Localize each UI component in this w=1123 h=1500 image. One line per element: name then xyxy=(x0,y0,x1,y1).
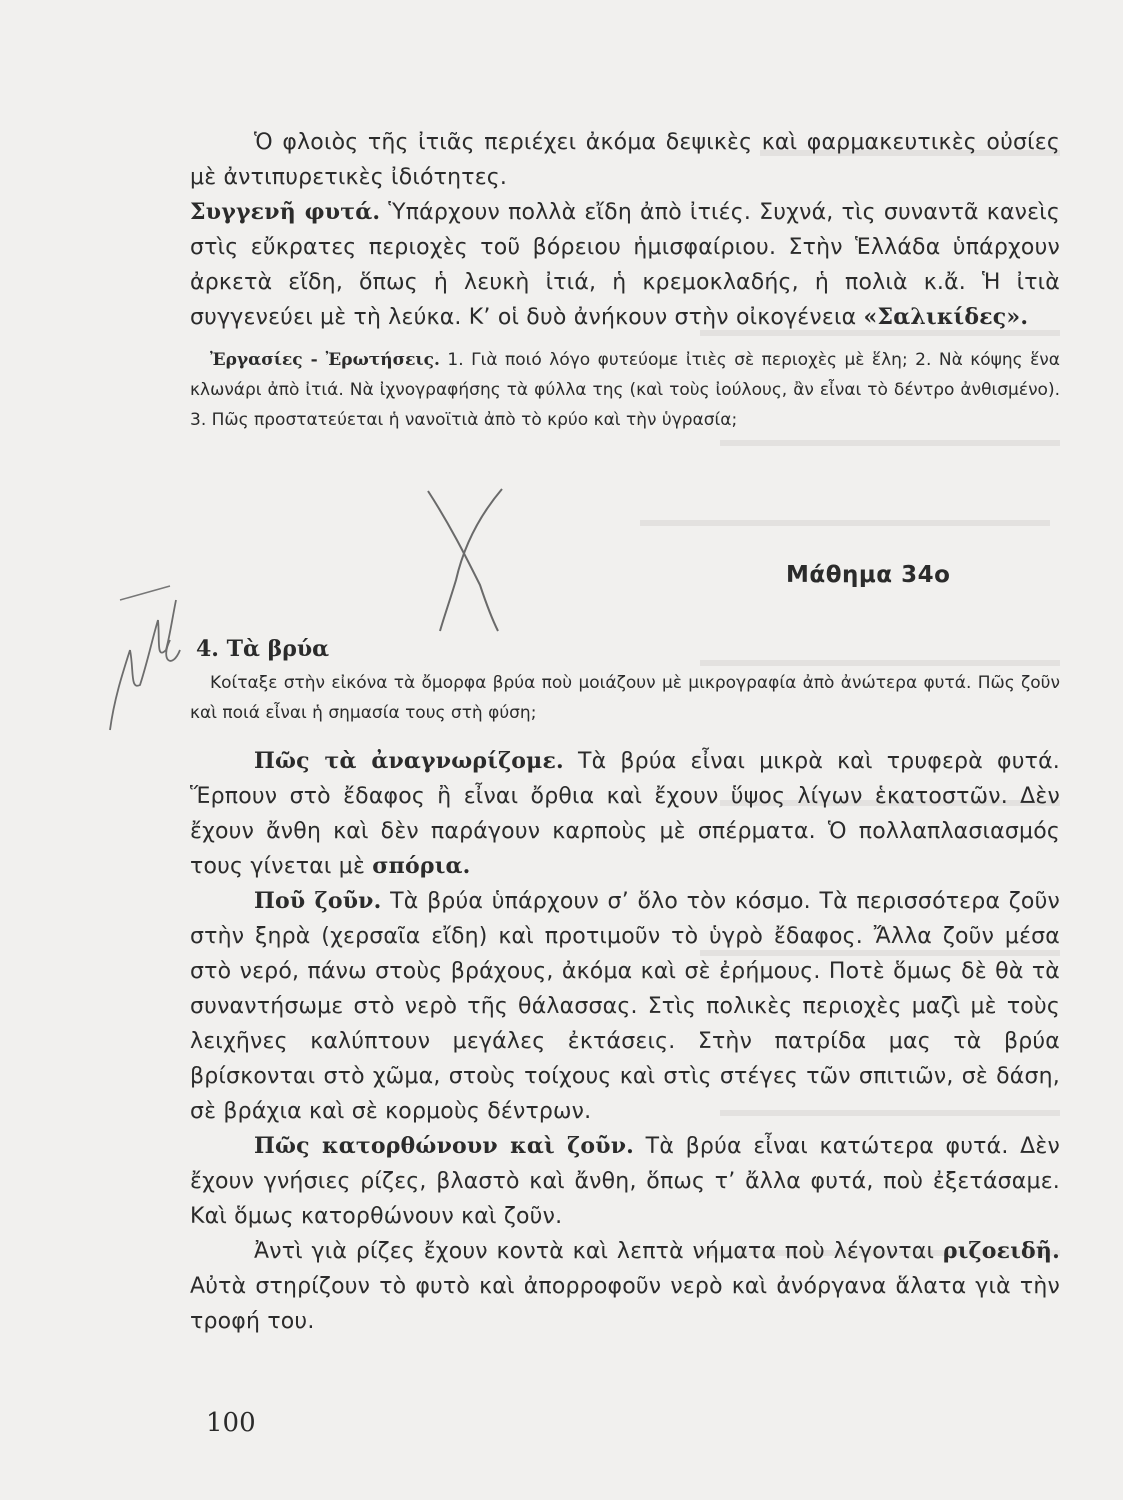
family-name: «Σαλικίδες». xyxy=(863,304,1029,330)
where-text: Τὰ βρύα ὑπάρχουν σ’ ὅλο τὸν κόσμο. Τὰ περισσότερα ζοῦν στὴν ξηρὰ (χερσαῖα εἴδη) καὶ προτιμοῦν τὸ ὑγρὸ ἔδαφος. Ἄλλα ζοῦν μέσα στὸ νερό, πάνω στοὺς βράχους, ἀκόμα καὶ σὲ ἐρήμους. Ποτὲ ὅμως δὲ θὰ τὰ συναντήσωμε στὸ νερὸ τῆς θάλασσας. Στὶς πολικὲς περιοχὲς μαζὶ μὲ τοὺς λειχῆνες καλύπτουν μεγάλες ἐκτάσεις. Στὴν πατρίδα μας τὰ βρύα βρίσκονται στὸ χῶμα, στοὺς τοίχους καὶ στὶς στέγες τῶν σπιτιῶν, σὲ δάση, σὲ βράχια καὶ σὲ κορμοὺς δέντρων. xyxy=(190,889,1060,1124)
paragraph-rhizoids xyxy=(190,1234,1060,1339)
page-number: 100 xyxy=(206,1408,256,1438)
where-heading: Ποῦ ζοῦν. xyxy=(254,888,382,914)
mosses-text-block xyxy=(190,744,1060,1339)
intro-block xyxy=(190,668,1060,728)
intro-paragraph: Κοίταξε στὴν εἰκόνα τὰ ὄμορφα βρύα ποὺ μοιάζουν μὲ μικρογραφία ἀπὸ ἀνώτερα φυτά. Πῶς ζοῦν καὶ ποιά εἶναι ἡ σημασία τους στὴ φύση; xyxy=(190,673,1060,723)
paragraph-bark: Ὁ φλοιὸς τῆς ἰτιᾶς περιέχει ἀκόμα δεψικὲς καὶ φαρμακευτικὲς οὐσίες μὲ ἀντιπυρετικὲς ἰδιότητες. xyxy=(190,130,1060,190)
rhizoids-text-end: Αὐτὰ στηρίζουν τὸ φυτὸ καὶ ἀπορροφοῦν νερὸ καὶ ἀνόργανα ἅλατα γιὰ τὴν τροφή του. xyxy=(190,1274,1060,1334)
rhizoids-term: ριζοειδῆ. xyxy=(942,1238,1060,1264)
related-plants-text: Ὑπάρχουν πολλὰ εἴδη ἀπὸ ἰτιές. Συχνά, τὶς συναντᾶ κανεὶς στὶς εὔκρατες περιοχὲς τοῦ βόρειου ἡμισφαίριου. Στὴν Ἑλλάδα ὑπάρχουν ἀρκετὰ εἴδη, ὅπως ἡ λευκὴ ἰτιά, ἡ κρεμοκλαδής, ἡ πολιὰ κ.ἄ. Ἡ ἰτιὰ συγγενεύει μὲ τὴ λεύκα. Κ’ οἱ δυὸ ἀνήκουν στὴν οἰκογένεια xyxy=(190,200,1060,330)
recognize-text: Τὰ βρύα εἶναι μικρὰ καὶ τρυφερὰ φυτά. Ἕρπουν στὸ ἔδαφος ἢ εἶναι ὄρθια καὶ ἔχουν ὕψος λίγων ἑκατοστῶν. Δὲν ἔχουν ἄνθη καὶ δὲν παράγουν καρποὺς μὲ σπέρματα. Ὁ πολλαπλασιασμός τους γίνεται μὲ xyxy=(190,749,1060,879)
lesson-title: Μάθημα 34ο xyxy=(786,562,951,588)
exercises-paragraph xyxy=(190,345,1060,435)
exercises-text: 1. Γιὰ ποιό λόγο φυτεύομε ἰτιὲς σὲ περιοχὲς μὲ ἕλη; 2. Νὰ κόψης ἕνα κλωνάρι ἀπὸ ἰτιά. Νὰ ἰχνογραφήσης τὰ φύλλα της (καὶ τοὺς ἰούλους, ἂν εἶναι τὸ δέντρο ἀνθισμένο). 3. Πῶς προστατεύεται ἡ νανοϊτιὰ ἀπὸ τὸ κρύο καὶ τὴν ὑγρασία; xyxy=(190,350,1060,430)
section-heading: 4. Τὰ βρύα xyxy=(196,636,330,662)
spores-term: σπόρια. xyxy=(372,853,471,879)
paragraph-related-plants xyxy=(190,195,1060,335)
paragraph-survive xyxy=(190,1129,1060,1234)
recognize-heading: Πῶς τὰ ἀναγνωρίζομε. xyxy=(254,748,564,774)
survive-text: Τὰ βρύα εἶναι κατώτερα φυτά. Δὲν ἔχουν γνήσιες ρίζες, βλαστὸ καὶ ἄνθη, ὅπως τ’ ἄλλα φυτά, ποὺ ἐξετάσαμε. Καὶ ὅμως κατορθώνουν καὶ ζοῦν. xyxy=(190,1134,1060,1229)
margin-handwriting xyxy=(100,580,190,740)
related-plants-heading: Συγγενῆ φυτά. xyxy=(190,199,381,225)
top-text-block xyxy=(190,125,1060,435)
exercises-heading: Ἐργασίες - Ἐρωτήσεις. xyxy=(210,350,440,370)
survive-heading: Πῶς κατορθώνουν καὶ ζοῦν. xyxy=(254,1133,635,1159)
paragraph-where xyxy=(190,884,1060,1129)
paragraph-recognize xyxy=(190,744,1060,884)
pencil-x-mark xyxy=(420,485,510,635)
rhizoids-text: Ἀντὶ γιὰ ρίζες ἔχουν κοντὰ καὶ λεπτὰ νήματα ποὺ λέγονται xyxy=(254,1239,943,1264)
